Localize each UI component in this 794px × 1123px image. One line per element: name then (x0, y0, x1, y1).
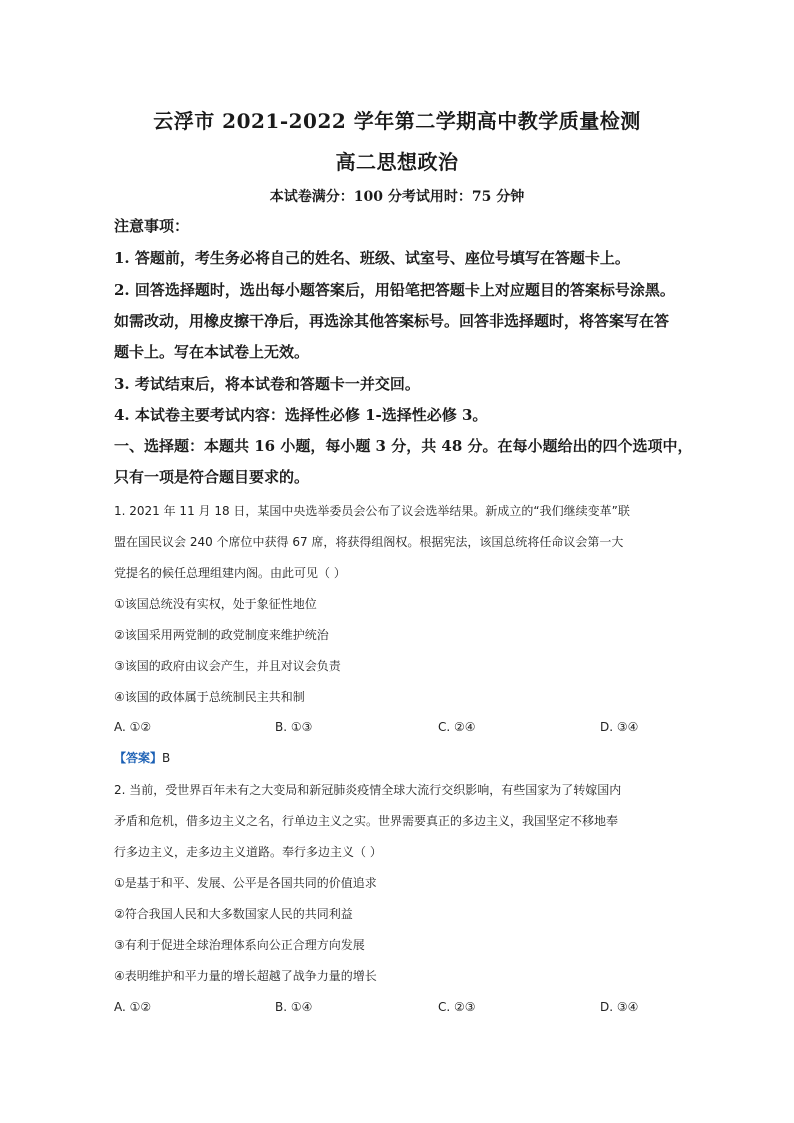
note-line: 4. 本试卷主要考试内容：选择性必修 1-选择性必修 3。 (114, 406, 488, 424)
question-1-stem: 1. 2021 年 11 月 18 日，某国中央选举委员会公布了议会选举结果。新成立的“我们继续变革”联 (114, 504, 630, 518)
question-2-option-c: C. ②③ (438, 1000, 476, 1014)
question-2-option-b: B. ①④ (275, 1000, 313, 1014)
question-2-option-a: A. ①② (114, 1000, 152, 1014)
question-2-statement: ③有利于促进全球治理体系向公正合理方向发展 (114, 938, 365, 952)
note-line: 1. 答题前，考生务必将自己的姓名、班级、试室号、座位号填写在答题卡上。 (114, 249, 630, 267)
note-line: 题卡上。写在本试卷上无效。 (114, 343, 310, 361)
question-2-option-d: D. ③④ (600, 1000, 639, 1014)
question-2-stem: 2. 当前，受世界百年未有之大变局和新冠肺炎疫情全球大流行交织影响，有些国家为了转嫁国内 (114, 783, 622, 797)
exam-subject: 高二思想政治 (335, 150, 459, 174)
question-2-statement: ①是基于和平、发展、公平是各国共同的价值追求 (114, 876, 377, 890)
question-1-option-b: B. ①③ (275, 720, 313, 734)
question-1-statement: ①该国总统没有实权，处于象征性地位 (114, 597, 317, 611)
question-1-option-a: A. ①② (114, 720, 152, 734)
question-1-statement: ④该国的政体属于总统制民主共和制 (114, 690, 305, 704)
question-2-stem: 行多边主义，走多边主义道路。奉行多边主义（ ） (114, 845, 382, 859)
question-1-answer (114, 748, 170, 768)
exam-title: 云浮市 2021-2022 学年第二学期高中教学质量检测 (153, 109, 641, 133)
answer-tag: 【答案】 (114, 751, 163, 765)
section-heading: 一、选择题：本题共 16 小题，每小题 3 分，共 48 分。在每小题给出的四个选项中， (114, 437, 693, 455)
question-1-stem: 盟在国民议会 240 个席位中获得 67 席，将获得组阁权。根据宪法，该国总统将任命议会第一大 (114, 535, 624, 549)
note-line: 如需改动，用橡皮擦干净后，再选涂其他答案标号。回答非选择题时，将答案写在答 (114, 312, 670, 330)
answer-value: B (162, 751, 171, 765)
note-line: 2. 回答选择题时，选出每小题答案后，用铅笔把答题卡上对应题目的答案标号涂黑。 (114, 281, 675, 299)
exam-info: 本试卷满分：100 分考试用时：75 分钟 (269, 189, 525, 205)
question-1-option-d: D. ③④ (600, 720, 639, 734)
question-2-statement: ②符合我国人民和大多数国家人民的共同利益 (114, 907, 353, 921)
note-line: 3. 考试结束后，将本试卷和答题卡一并交回。 (114, 375, 420, 393)
notes-heading: 注意事项： (114, 217, 190, 235)
question-1-option-c: C. ②④ (438, 720, 476, 734)
question-1-stem: 党提名的候任总理组建内阁。由此可见（ ） (114, 566, 346, 580)
question-2-statement: ④表明维护和平力量的增长超越了战争力量的增长 (114, 969, 377, 983)
question-1-statement: ③该国的政府由议会产生，并且对议会负责 (114, 659, 341, 673)
question-2-stem: 矛盾和危机，借多边主义之名，行单边主义之实。世界需要真正的多边主义，我国坚定不移地奉 (114, 814, 619, 828)
section-heading: 只有一项是符合题目要求的。 (114, 468, 310, 486)
question-1-statement: ②该国采用两党制的政党制度来维护统治 (114, 628, 329, 642)
